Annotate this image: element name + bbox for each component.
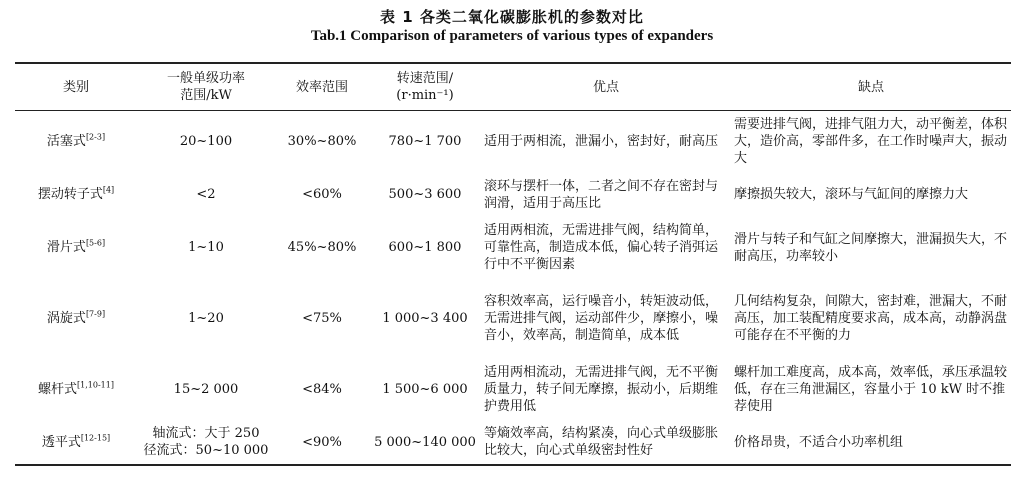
power-axial: 轴流式：大于 250 <box>152 426 260 441</box>
header-power-line1: 一般单级功率 <box>166 71 245 86</box>
category-ref: [4] <box>102 185 115 195</box>
row-efficiency: <60% <box>302 187 342 202</box>
category-ref: [2-3] <box>85 132 106 142</box>
row-power: 15~2 000 <box>173 382 239 397</box>
header-cons: 缺点 <box>731 63 1011 111</box>
category-name: 滑片式 <box>46 240 86 255</box>
row-efficiency: 30%~80% <box>287 134 357 150</box>
category-ref: [1,10-11] <box>77 380 114 390</box>
table-caption-cn: 表 1 各类二氧化碳膨胀机的参数对比 <box>380 8 644 26</box>
row-power: 20~100 <box>179 134 233 150</box>
row-cons: 螺杆加工难度高，成本高，效率低，承压承温较低，存在三角泄漏区，容量小于 10 kW 时不推荐使用 <box>734 365 1008 414</box>
row-cons: 需要进排气阀，进排气阻力大，动平衡差，体积大，造价高，零部件多，在工作时噪声大，振动大 <box>734 117 1008 167</box>
row-speed: 600~1 800 <box>388 240 462 255</box>
row-category <box>15 279 137 359</box>
header-power-line2: 范围/kW <box>180 88 232 103</box>
row-power <box>137 421 275 465</box>
comparison-table <box>15 62 1011 466</box>
category-ref: [12-15] <box>80 433 111 443</box>
row-cons: 摩擦损失较大，滚环与气缸间的摩擦力大 <box>734 187 969 202</box>
row-efficiency: 45%~80% <box>287 240 357 255</box>
row-category <box>15 217 137 279</box>
row-cons: 滑片与转子和气缸之间摩擦大，泄漏损失大，不耐高压，功率较小 <box>734 231 1008 264</box>
header-power <box>137 63 275 111</box>
row-cons: 几何结构复杂，间隙大，密封难，泄漏大，不耐高压，加工装配精度要求高，成本高，动静涡盘可能存在不平衡的力 <box>734 294 1008 343</box>
category-name: 涡旋式 <box>46 311 86 326</box>
header-pros: 优点 <box>481 63 731 111</box>
row-pros: 适用于两相流，泄漏小，密封好，耐高压 <box>484 134 719 150</box>
row-pros: 适用两相流动，无需进排气阀，无不平衡质量力，转子间无摩擦，振动小，后期维护费用低 <box>484 365 719 414</box>
row-category <box>15 111 137 173</box>
table-row <box>15 173 1011 217</box>
table-row <box>15 217 1011 279</box>
table-row <box>15 421 1011 465</box>
row-power: <2 <box>196 187 216 202</box>
header-speed <box>369 63 481 111</box>
row-speed: 1 000~3 400 <box>382 311 468 326</box>
row-power: 1~20 <box>188 311 224 326</box>
header-speed-line1: 转速范围/ <box>396 71 454 86</box>
row-efficiency: <90% <box>275 421 369 465</box>
category-name: 摆动转子式 <box>37 187 103 202</box>
row-speed: 780~1 700 <box>388 134 462 150</box>
category-name: 透平式 <box>41 434 81 450</box>
table-caption-en: Tab.1 Comparison of parameters of various types of expanders <box>310 28 714 44</box>
row-category <box>15 421 137 465</box>
header-efficiency: 效率范围 <box>275 63 369 111</box>
row-speed: 1 500~6 000 <box>382 382 468 397</box>
header-row <box>15 63 1011 111</box>
table-row <box>15 279 1011 359</box>
header-category: 类别 <box>15 63 137 111</box>
power-radial: 径流式：50~10 000 <box>143 443 269 458</box>
category-name: 螺杆式 <box>38 382 78 397</box>
row-category <box>15 173 137 217</box>
header-speed-line2: (r·min⁻¹) <box>396 88 454 103</box>
row-category <box>15 359 137 421</box>
row-pros: 滚环与摆杆一体，二者之间不存在密封与润滑，适用于高压比 <box>484 178 719 211</box>
row-speed: 5 000~140 000 <box>369 421 481 465</box>
row-cons: 价格昂贵，不适合小功率机组 <box>731 421 1011 465</box>
table-row <box>15 111 1011 173</box>
row-power: 1~10 <box>188 240 224 255</box>
category-name: 活塞式 <box>46 134 86 150</box>
row-pros: 等熵效率高，结构紧凑，向心式单级膨胀比较大，向心式单级密封性好 <box>481 421 731 465</box>
row-efficiency: <84% <box>302 382 342 397</box>
category-ref: [7-9] <box>85 309 106 319</box>
category-ref: [5-6] <box>85 238 106 248</box>
row-efficiency: <75% <box>302 311 342 326</box>
row-speed: 500~3 600 <box>388 187 462 202</box>
table-row <box>15 359 1011 421</box>
row-pros: 容积效率高，运行噪音小，转矩波动低，无需进排气阀，运动部件少，摩擦小，噪音小，效率高，制造简单，成本低 <box>484 294 719 343</box>
row-pros: 适用两相流，无需进排气阀，结构简单，可靠性高，制造成本低，偏心转子消弭运行中不平衡因素 <box>484 223 719 272</box>
